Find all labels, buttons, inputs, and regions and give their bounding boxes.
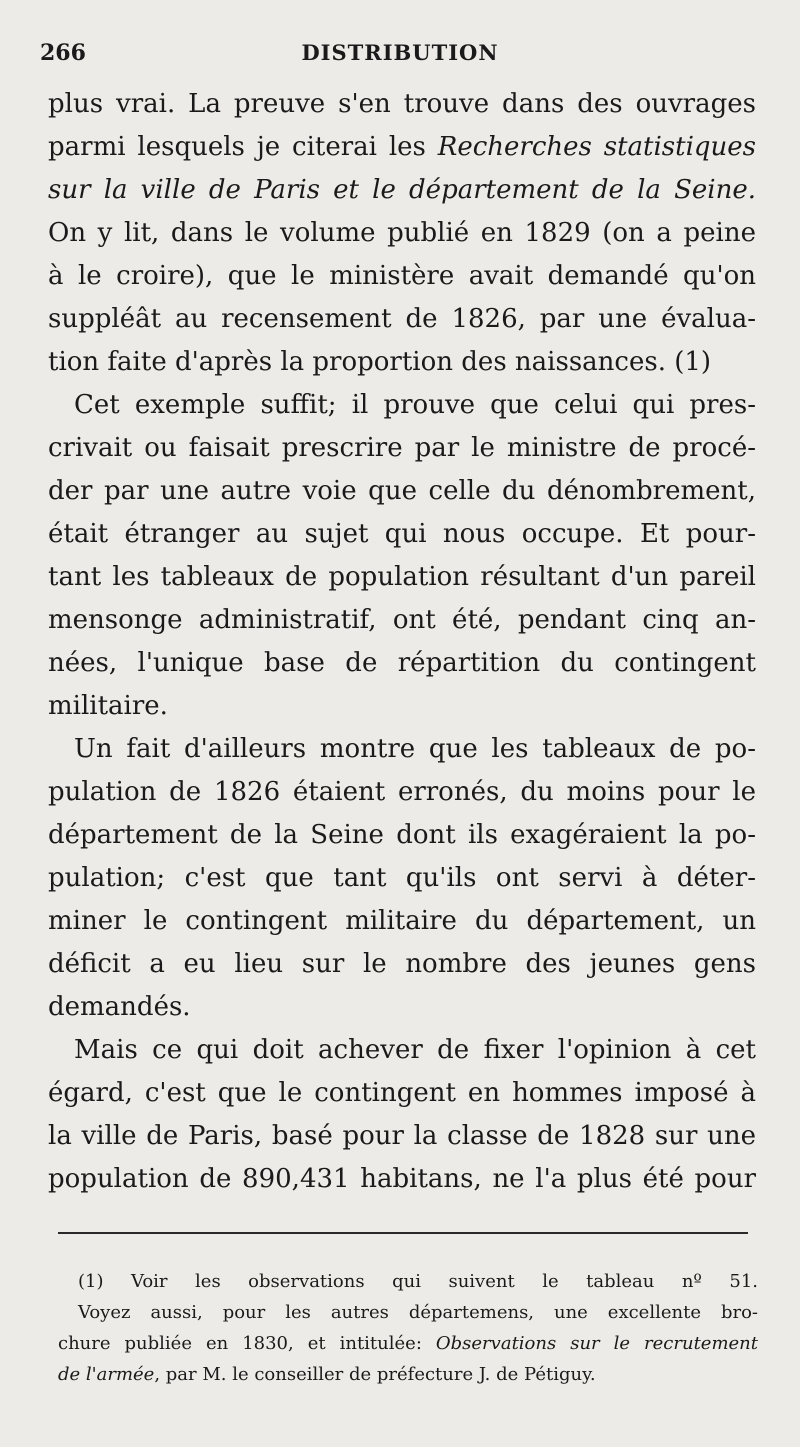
paragraph-4 bbox=[48, 1029, 756, 1201]
text-line: demandés. bbox=[48, 992, 191, 1022]
footnote-line bbox=[58, 1328, 758, 1359]
text-line: tion faite d'après la proportion des naissances. (1) bbox=[48, 347, 712, 377]
italic-title: Observations sur le recrutement bbox=[435, 1333, 758, 1354]
paragraph-1 bbox=[48, 83, 756, 384]
page-header bbox=[40, 40, 760, 74]
text-line: militaire. bbox=[48, 691, 168, 721]
page-number: 266 bbox=[40, 40, 86, 66]
text-line: était étranger au sujet qui nous occupe. Et pour- bbox=[48, 519, 756, 549]
paragraph-2 bbox=[48, 384, 756, 728]
text-line: département de la Seine dont ils exagéraient la po- bbox=[48, 820, 756, 850]
text-line: plus vrai. La preuve s'en trouve dans des ouvrages bbox=[48, 89, 756, 119]
text-line: pulation de 1826 étaient erronés, du moins pour le bbox=[48, 777, 756, 807]
text-line: égard, c'est que le contingent en hommes imposé à bbox=[48, 1078, 756, 1108]
italic-title: Recherches statistiques bbox=[437, 132, 756, 162]
text-line: Mais ce qui doit achever de fixer l'opinion à cet bbox=[74, 1035, 756, 1065]
running-title: DISTRIBUTION bbox=[301, 40, 499, 65]
text-line: Un fait d'ailleurs montre que les tableaux de po- bbox=[74, 734, 756, 764]
text-line: nées, l'unique base de répartition du contingent bbox=[48, 648, 756, 678]
footnote-line bbox=[58, 1359, 758, 1390]
text-line: la ville de Paris, basé pour la classe de 1828 sur une bbox=[48, 1121, 756, 1151]
text-line: mensonge administratif, ont été, pendant cinq an- bbox=[48, 605, 756, 635]
main-text bbox=[48, 83, 756, 1201]
text-line: tant les tableaux de population résultant d'un pareil bbox=[48, 562, 756, 592]
text-line: der par une autre voie que celle du dénombrement, bbox=[48, 476, 756, 506]
text-line: suppléât au recensement de 1826, par une évalua- bbox=[48, 304, 756, 334]
text-line: à le croire), que le ministère avait demandé qu'on bbox=[48, 261, 756, 291]
text-line: Cet exemple suffit; il prouve que celui qui pres- bbox=[74, 390, 756, 420]
footnote-line: (1) Voir les observations qui suivent le tableau nº 51. bbox=[78, 1271, 758, 1292]
text-line bbox=[48, 126, 756, 169]
text-line: miner le contingent militaire du département, un bbox=[48, 906, 756, 936]
text-span: chure publiée en 1830, et intitulée: bbox=[58, 1333, 436, 1354]
text-line: sur la ville de Paris et le département de la Seine. bbox=[48, 175, 756, 205]
text-line: On y lit, dans le volume publié en 1829 (on a peine bbox=[48, 218, 756, 248]
paragraph-3 bbox=[48, 728, 756, 1029]
text-span: , par M. le conseiller de préfecture J. de Pétiguy. bbox=[154, 1364, 596, 1385]
italic-title: de l'armée bbox=[58, 1364, 155, 1385]
text-span: parmi lesquels je citerai les bbox=[48, 132, 438, 162]
text-line: déficit a eu lieu sur le nombre des jeunes gens bbox=[48, 949, 756, 979]
footnote-line: Voyez aussi, pour les autres départemens, une excellente bro- bbox=[78, 1302, 758, 1323]
footnote-rule bbox=[58, 1232, 748, 1234]
footnotes bbox=[58, 1266, 758, 1390]
text-line: pulation; c'est que tant qu'ils ont servi à déter- bbox=[48, 863, 756, 893]
text-line: crivait ou faisait prescrire par le ministre de procé- bbox=[48, 433, 756, 463]
text-line: population de 890,431 habitans, ne l'a plus été pour bbox=[48, 1164, 756, 1194]
